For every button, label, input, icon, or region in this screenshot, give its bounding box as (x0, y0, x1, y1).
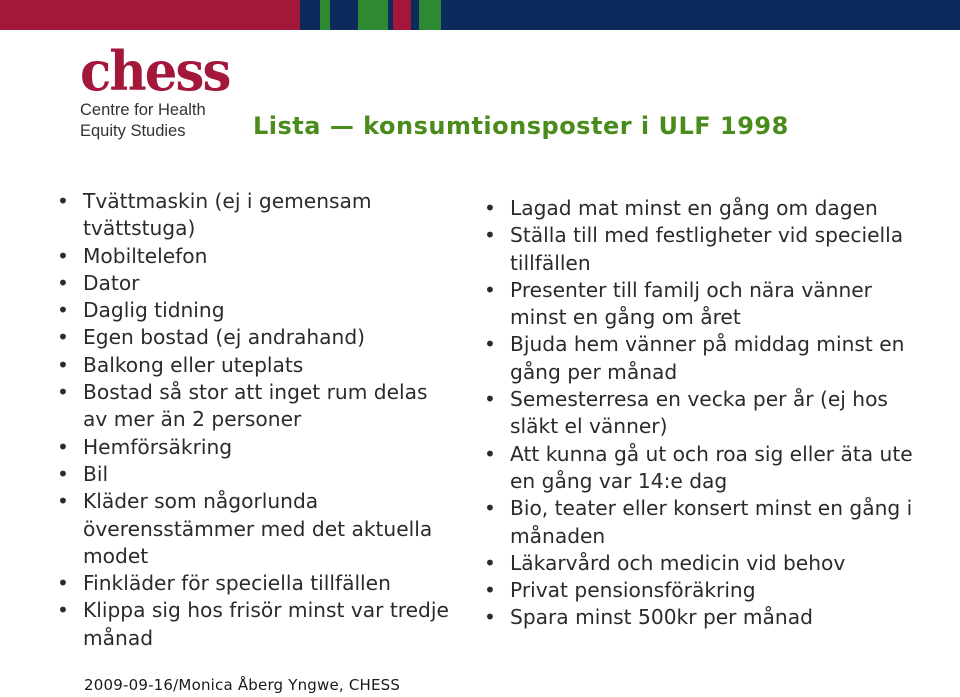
list-item-text: Lagad mat minst en gång om dagen (510, 196, 878, 220)
list-item (484, 277, 924, 332)
list-item-text: Tvättmaskin (ej i gemensam tvättstuga) (83, 189, 372, 241)
bar-segment (0, 0, 300, 30)
top-color-bar (0, 0, 960, 30)
bar-segment (330, 0, 358, 30)
list-item (57, 270, 457, 297)
bullet-icon: • (484, 387, 496, 412)
list-item (484, 550, 924, 577)
list-item-text: Klippa sig hos frisör minst var tredje månad (83, 598, 449, 650)
list-item-text: Presenter till familj och nära vänner minst en gång om året (510, 277, 872, 330)
list-item (484, 495, 924, 550)
bullet-icon: • (484, 550, 496, 575)
bullet-icon: • (484, 441, 496, 466)
bullet-icon: • (57, 489, 69, 514)
list-item-text: Hemförsäkring (83, 434, 233, 459)
bullet-icon: • (57, 352, 69, 377)
bar-segment (320, 0, 330, 30)
list-item (484, 195, 924, 222)
bullet-icon: • (57, 598, 69, 623)
list-item-text: Bostad så stor att inget rum delas av mer än 2 personer (83, 380, 428, 432)
bullet-icon: • (484, 223, 496, 248)
list-item-text: Läkarvård och medicin vid behov (510, 550, 846, 575)
slide-title: Lista — konsumtionsposter i ULF 1998 (253, 112, 789, 140)
list-item-text: Bjuda hem vänner på middag minst en gång per månad (510, 332, 905, 384)
list-item-text: Spara minst 500kr per månad (510, 605, 813, 630)
list-item (57, 324, 457, 351)
bar-segment (411, 0, 419, 30)
bullet-icon: • (57, 189, 69, 213)
list-item (57, 570, 457, 597)
list-item-text: Finkläder för speciella tillfällen (83, 571, 391, 596)
bullet-icon: • (57, 380, 69, 405)
list-item (484, 386, 924, 441)
list-item (484, 604, 924, 631)
list-item-text: Balkong eller uteplats (83, 352, 304, 377)
left-bullet-list (57, 188, 457, 652)
list-item (57, 434, 457, 461)
list-item-text: Ställa till med festligheter vid speciella tillfällen (510, 223, 904, 275)
list-item-text: Egen bostad (ej andrahand) (83, 325, 366, 350)
bar-segment (419, 0, 441, 30)
list-item (57, 488, 457, 570)
bullet-icon: • (484, 196, 496, 220)
list-item-text: Att kunna gå ut och roa sig eller äta ute en gång var 14:e dag (510, 441, 913, 493)
chess-logo (80, 39, 230, 140)
list-item-text: Bil (83, 461, 109, 486)
bar-segment (300, 0, 320, 30)
logo-subtitle-line1: Centre for Health (80, 101, 206, 119)
list-item-text: Kläder som någorlunda överensstämmer med det aktuella modet (83, 489, 433, 568)
bar-segment (441, 0, 453, 30)
list-item (484, 577, 924, 604)
bullet-icon: • (57, 434, 69, 459)
list-item (57, 188, 457, 243)
list-item (484, 331, 924, 386)
list-item (57, 379, 457, 434)
bullet-icon: • (57, 270, 69, 295)
list-item-text: Mobiltelefon (83, 243, 208, 268)
bullet-icon: • (484, 605, 496, 630)
bullet-icon: • (57, 298, 69, 323)
bullet-icon: • (57, 461, 69, 486)
list-item-text: Semesterresa en vecka per år (ej hos släkt el vänner) (510, 387, 888, 439)
bullet-icon: • (57, 243, 69, 268)
bar-segment (393, 0, 411, 30)
list-item (57, 597, 457, 652)
bullet-icon: • (484, 578, 496, 603)
bar-segment (358, 0, 388, 30)
list-item (484, 441, 924, 496)
bar-segment (453, 0, 960, 30)
footer-text: 2009-09-16/Monica Åberg Yngwe, CHESS (84, 676, 401, 694)
list-item-text: Daglig tidning (83, 298, 225, 323)
list-item (57, 352, 457, 379)
bullet-icon: • (484, 332, 496, 357)
bullet-icon: • (57, 325, 69, 350)
logo-mark: chess (80, 39, 230, 103)
list-item-text: Privat pensionsföräkring (510, 578, 756, 603)
list-item (57, 297, 457, 324)
list-item-text: Bio, teater eller konsert minst en gång i månaden (510, 496, 913, 548)
right-bullet-list (484, 195, 924, 632)
list-item (57, 243, 457, 270)
bullet-icon: • (484, 496, 496, 521)
logo-subtitle-line2: Equity Studies (80, 122, 186, 140)
list-item (57, 461, 457, 488)
list-item-text: Dator (83, 270, 140, 295)
bullet-icon: • (57, 571, 69, 596)
list-item (484, 222, 924, 277)
bullet-icon: • (484, 277, 496, 302)
